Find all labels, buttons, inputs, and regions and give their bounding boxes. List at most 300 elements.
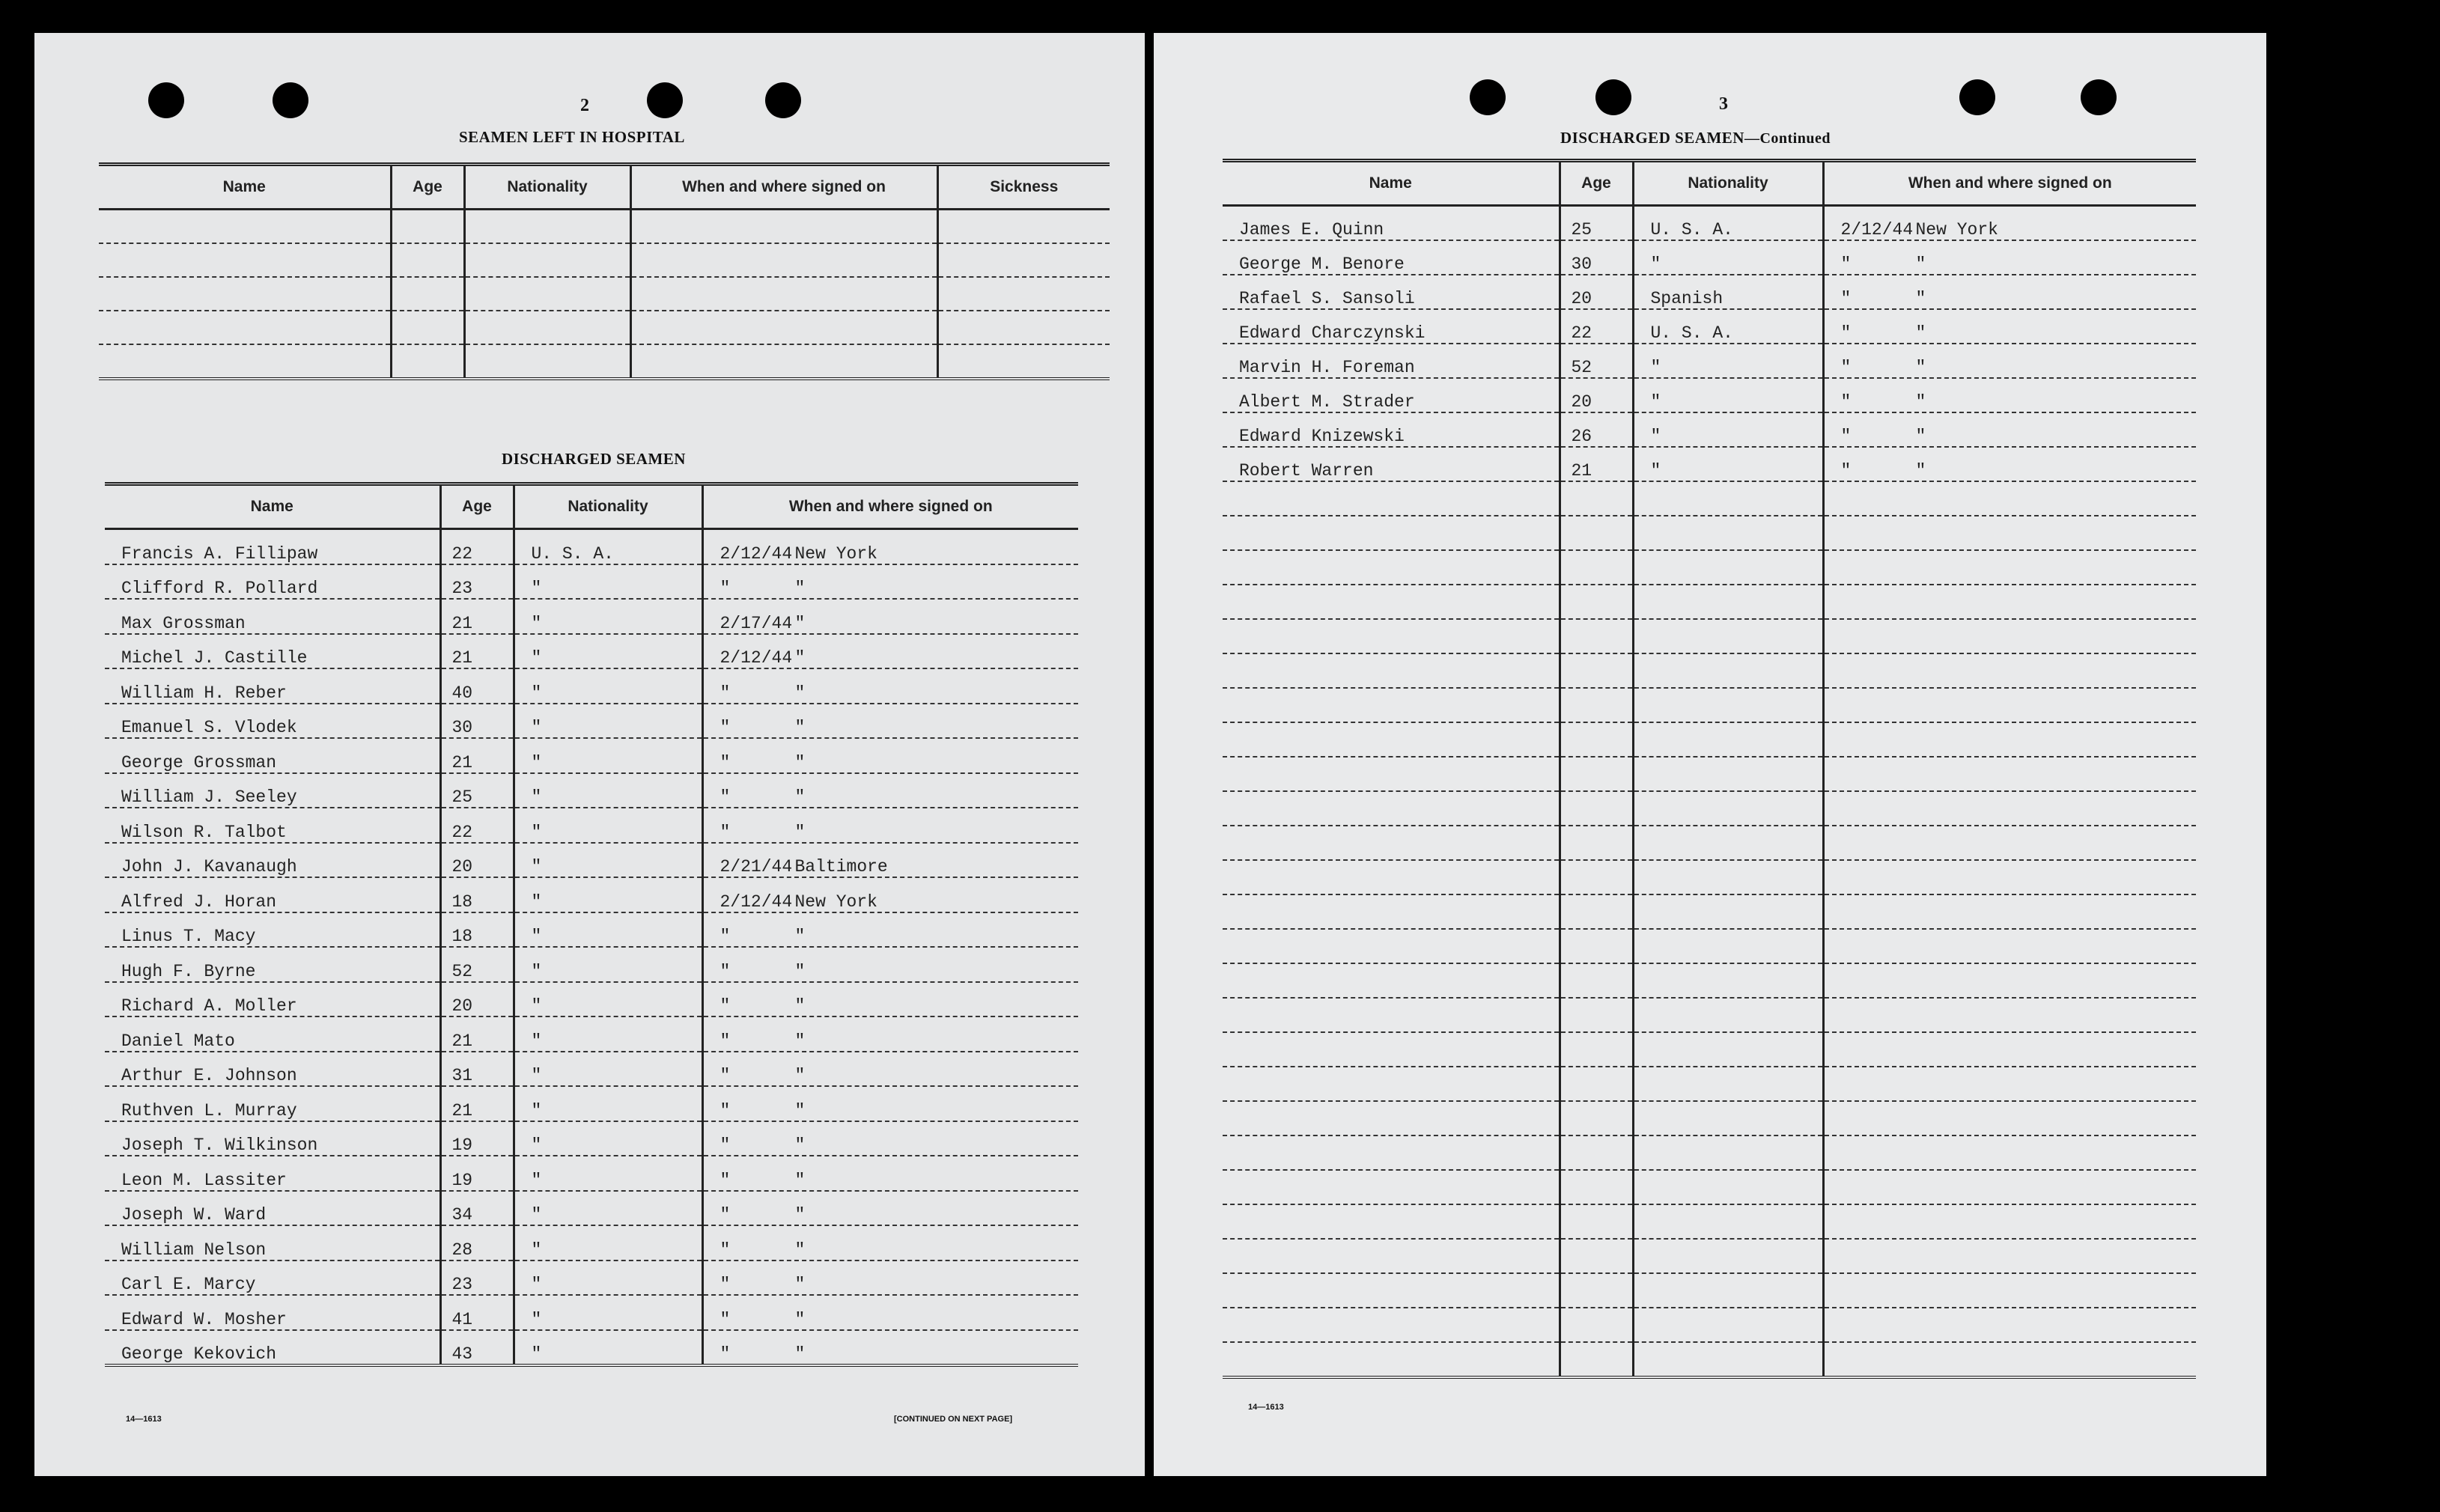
name-cell: Daniel Mato [105,1016,440,1052]
blank-cell [1633,1170,1823,1204]
blank-row [1223,1308,2196,1342]
blank-cell [1560,1204,1633,1239]
nationality-cell: " [514,1225,702,1260]
blank-cell [1633,1067,1823,1101]
blank-cell [1560,1170,1633,1204]
blank-cell [464,277,630,311]
name-cell: William J. Seeley [105,773,440,808]
signed-on-place: " [794,683,806,703]
nationality-cell: " [514,773,702,808]
name-cell: Linus T. Macy [105,912,440,948]
age-cell: 23 [440,1260,514,1296]
blank-cell [1633,550,1823,585]
name-cell: Edward Knizewski [1223,412,1560,447]
signed-on-place: " [794,787,806,807]
form-number: 14—1613 [126,1415,162,1424]
age-cell: 52 [1560,344,1633,378]
signed-on-cell [702,1191,1078,1226]
punch-hole [148,82,184,118]
table-row [105,599,1078,634]
blank-row [1223,619,2196,653]
signed-on-place: " [794,1275,806,1294]
table-row [105,1156,1078,1191]
nationality-cell: " [514,738,702,773]
table-row [105,1260,1078,1296]
nationality-cell: " [514,1330,702,1366]
nationality-cell: " [514,704,702,739]
blank-cell [937,243,1110,277]
signed-on-place: " [794,961,806,981]
table-row [105,1225,1078,1260]
blank-cell [1633,1204,1823,1239]
blank-cell [1823,998,2196,1032]
signed-on-cell [702,1330,1078,1366]
blank-cell [1223,1342,1560,1377]
blank-cell [1633,1101,1823,1135]
blank-row [1223,481,2196,516]
blank-row [1223,860,2196,894]
signed-on-cell [702,1295,1078,1330]
blank-cell [1633,1273,1823,1308]
blank-cell [1633,929,1823,963]
blank-cell [1633,1239,1823,1273]
signed-on-cell [702,599,1078,634]
table-row [1223,240,2196,275]
age-cell: 26 [1560,412,1633,447]
blank-cell [1633,894,1823,929]
blank-cell [464,344,630,379]
column-header-signed-on: When and where signed on [702,484,1078,529]
nationality-cell: " [514,1016,702,1052]
age-cell: 22 [440,808,514,843]
table-row [105,1295,1078,1330]
signed-on-place: " [794,1309,806,1329]
signed-on-cell [1823,240,2196,275]
age-cell: 22 [1560,309,1633,344]
blank-cell [1560,481,1633,516]
blank-row [1223,757,2196,791]
blank-cell [391,243,464,277]
signed-on-date: 2/21/44 [719,857,793,877]
blank-cell [391,344,464,379]
signed-on-cell [702,634,1078,669]
blank-cell [1223,894,1560,929]
blank-cell [1223,481,1560,516]
blank-cell [1223,585,1560,619]
signed-on-date: " [719,1344,731,1364]
nationality-cell: " [514,1121,702,1156]
blank-cell [1633,688,1823,722]
name-cell: Francis A. Fillipaw [105,529,440,564]
signed-on-cell [702,1225,1078,1260]
blank-cell [1823,1067,2196,1101]
discharged-seamen-table [105,482,1078,1367]
name-cell: Leon M. Lassiter [105,1156,440,1191]
signed-on-place: " [1915,461,1926,481]
blank-cell [1223,1135,1560,1170]
blank-cell [1560,722,1633,757]
table-row [105,634,1078,669]
blank-cell [630,243,937,277]
blank-cell [1823,722,2196,757]
blank-cell [391,277,464,311]
nationality-cell: " [514,947,702,982]
signed-on-place: " [1915,358,1926,377]
blank-cell [1633,516,1823,550]
nationality-cell: " [514,808,702,843]
blank-cell [1560,1342,1633,1377]
blank-cell [464,210,630,244]
blank-cell [1823,1170,2196,1204]
nationality-cell: " [514,982,702,1017]
blank-cell [1223,1032,1560,1067]
name-cell: John J. Kavanaugh [105,843,440,878]
nationality-cell: " [514,912,702,948]
signed-on-cell [1823,309,2196,344]
signed-on-cell [702,704,1078,739]
blank-cell [1633,1135,1823,1170]
blank-cell [630,344,937,379]
nationality-cell: " [1633,412,1823,447]
column-header-age: Age [1560,161,1633,206]
signed-on-cell [702,982,1078,1017]
blank-cell [1823,826,2196,860]
age-cell: 25 [1560,206,1633,241]
blank-cell [937,344,1110,379]
blank-row [99,344,1110,379]
signed-on-date: " [719,1170,731,1190]
table-row [105,1086,1078,1121]
blank-row [99,243,1110,277]
blank-cell [1823,619,2196,653]
blank-cell [99,210,391,244]
section-title-suffix: —Continued [1744,130,1831,147]
page-number: 2 [580,96,589,115]
punch-hole [647,82,683,118]
blank-cell [1633,1032,1823,1067]
blank-cell [1633,826,1823,860]
blank-cell [1633,585,1823,619]
punch-hole [765,82,801,118]
blank-cell [1560,998,1633,1032]
signed-on-cell [702,564,1078,600]
table-row [1223,309,2196,344]
age-cell: 18 [440,912,514,948]
blank-cell [1560,1032,1633,1067]
name-cell: Emanuel S. Vlodek [105,704,440,739]
age-cell: 20 [440,982,514,1017]
blank-row [1223,998,2196,1032]
name-cell: Rafael S. Sansoli [1223,275,1560,309]
blank-row [1223,929,2196,963]
nationality-cell: " [1633,378,1823,412]
blank-cell [1223,516,1560,550]
blank-cell [1223,1239,1560,1273]
signed-on-date: " [719,1240,731,1260]
blank-cell [1823,894,2196,929]
signed-on-cell [702,947,1078,982]
signed-on-date: " [1840,392,1852,412]
blank-cell [1223,653,1560,688]
name-cell: William Nelson [105,1225,440,1260]
blank-cell [1223,688,1560,722]
signed-on-place: " [794,927,806,946]
signed-on-cell [702,1086,1078,1121]
signed-on-date: " [1840,427,1852,446]
age-cell: 21 [440,1016,514,1052]
blank-cell [99,243,391,277]
blank-cell [1823,963,2196,998]
blank-cell [1633,1308,1823,1342]
blank-cell [937,210,1110,244]
blank-cell [1560,860,1633,894]
signed-on-place: " [794,1344,806,1364]
blank-cell [1823,550,2196,585]
blank-cell [1223,860,1560,894]
blank-cell [1560,791,1633,826]
punch-hole [1470,79,1506,115]
blank-cell [1633,791,1823,826]
table-row [105,1330,1078,1366]
blank-cell [1823,1273,2196,1308]
table-row [105,1016,1078,1052]
blank-cell [1633,757,1823,791]
signed-on-date: " [719,927,731,946]
column-header-name: Name [1223,161,1560,206]
name-cell: Clifford R. Pollard [105,564,440,600]
table-row [105,1052,1078,1087]
age-cell: 30 [1560,240,1633,275]
blank-cell [1223,1273,1560,1308]
name-cell: Marvin H. Foreman [1223,344,1560,378]
name-cell: Robert Warren [1223,447,1560,481]
signed-on-place: " [794,1135,806,1155]
signed-on-date: " [719,1031,731,1051]
continued-section-title [1560,129,1831,147]
blank-cell [1823,1135,2196,1170]
column-header-nationality: Nationality [1633,161,1823,206]
signed-on-place: " [1915,392,1926,412]
nationality-cell: " [1633,240,1823,275]
signed-on-date: 2/17/44 [719,613,793,633]
signed-on-place: " [794,822,806,842]
blank-cell [1823,516,2196,550]
blank-cell [1223,1101,1560,1135]
blank-cell [1560,1135,1633,1170]
column-header-nationality: Nationality [464,165,630,210]
nationality-cell: Spanish [1633,275,1823,309]
blank-cell [1560,929,1633,963]
age-cell: 21 [440,599,514,634]
age-cell: 28 [440,1225,514,1260]
blank-row [1223,1135,2196,1170]
table-row [1223,378,2196,412]
signed-on-place: " [794,1031,806,1051]
age-cell: 41 [440,1295,514,1330]
blank-cell [1823,481,2196,516]
age-cell: 30 [440,704,514,739]
age-cell: 34 [440,1191,514,1226]
signed-on-date: " [1840,461,1852,481]
blank-cell [1223,826,1560,860]
blank-row [99,277,1110,311]
signed-on-date: 2/12/44 [719,648,793,668]
name-cell: Edward W. Mosher [105,1295,440,1330]
signed-on-cell [702,738,1078,773]
age-cell: 25 [440,773,514,808]
blank-cell [1223,1067,1560,1101]
blank-row [1223,585,2196,619]
signed-on-date: 2/12/44 [1840,220,1914,240]
name-cell: Richard A. Moller [105,982,440,1017]
blank-cell [464,243,630,277]
blank-row [99,311,1110,344]
signed-on-place: " [794,1066,806,1085]
blank-row [1223,791,2196,826]
blank-cell [1560,585,1633,619]
name-cell: Wilson R. Talbot [105,808,440,843]
blank-row [1223,1101,2196,1135]
signed-on-cell [1823,344,2196,378]
signed-on-date: " [719,961,731,981]
hospital-section-title: SEAMEN LEFT IN HOSPITAL [459,128,685,146]
age-cell: 21 [1560,447,1633,481]
punch-hole [2081,79,2117,115]
signed-on-date: " [1840,289,1852,308]
nationality-cell: " [514,1086,702,1121]
blank-cell [1633,860,1823,894]
blank-cell [1633,1342,1823,1377]
signed-on-date: " [719,1135,731,1155]
signed-on-date: " [719,996,731,1016]
blank-row [1223,1032,2196,1067]
nationality-cell: " [514,1295,702,1330]
table-row [1223,344,2196,378]
blank-cell [630,210,937,244]
blank-cell [1633,619,1823,653]
name-cell: George Kekovich [105,1330,440,1366]
blank-row [1223,1342,2196,1377]
nationality-cell: " [514,1052,702,1087]
name-cell: Joseph W. Ward [105,1191,440,1226]
section-title-main: DISCHARGED SEAMEN [1560,129,1744,147]
nationality-cell: U. S. A. [1633,309,1823,344]
column-header-name: Name [99,165,391,210]
discharged-section-title: DISCHARGED SEAMEN [502,450,686,468]
name-cell: George M. Benore [1223,240,1560,275]
punch-hole [1959,79,1995,115]
nationality-cell: U. S. A. [514,529,702,564]
blank-cell [1633,481,1823,516]
age-cell: 18 [440,877,514,912]
right-page [1154,33,2266,1476]
column-header-age: Age [391,165,464,210]
signed-on-place: " [1915,323,1926,343]
name-cell: Ruthven L. Murray [105,1086,440,1121]
nationality-cell: " [514,843,702,878]
name-cell: Arthur E. Johnson [105,1052,440,1087]
signed-on-date: " [719,1066,731,1085]
blank-cell [1823,1204,2196,1239]
table-row [1223,447,2196,481]
table-row [105,1191,1078,1226]
age-cell: 19 [440,1121,514,1156]
blank-cell [1823,585,2196,619]
signed-on-place: " [1915,254,1926,274]
age-cell: 21 [440,634,514,669]
age-cell: 22 [440,529,514,564]
signed-on-place: " [794,613,806,633]
blank-row [1223,722,2196,757]
signed-on-place: " [794,752,806,772]
blank-cell [1223,1170,1560,1204]
nationality-cell: " [1633,344,1823,378]
signed-on-cell [702,808,1078,843]
blank-row [1223,963,2196,998]
signed-on-date: " [719,1205,731,1225]
column-header-signed-on: When and where signed on [1823,161,2196,206]
signed-on-cell [702,912,1078,948]
column-header-signed-on: When and where signed on [630,165,937,210]
blank-cell [99,344,391,379]
blank-row [1223,894,2196,929]
punch-hole [1595,79,1631,115]
blank-cell [1823,860,2196,894]
signed-on-date: " [719,822,731,842]
table-row [105,877,1078,912]
blank-cell [1823,791,2196,826]
blank-row [99,210,1110,244]
blank-cell [1560,1239,1633,1273]
blank-cell [937,311,1110,344]
table-row [105,704,1078,739]
column-header-name: Name [105,484,440,529]
signed-on-date: " [719,718,731,737]
column-header-age: Age [440,484,514,529]
signed-on-place: " [794,579,806,598]
left-page [34,33,1145,1476]
blank-cell [391,210,464,244]
blank-cell [1560,619,1633,653]
age-cell: 43 [440,1330,514,1366]
blank-row [1223,516,2196,550]
signed-on-cell [702,529,1078,564]
blank-cell [1223,722,1560,757]
nationality-cell: " [1633,447,1823,481]
blank-cell [1223,998,1560,1032]
nationality-cell: " [514,564,702,600]
blank-cell [1560,550,1633,585]
signed-on-place: " [794,1100,806,1121]
hospital-table [99,162,1110,380]
blank-cell [1560,688,1633,722]
blank-cell [1560,516,1633,550]
age-cell: 52 [440,947,514,982]
signed-on-cell [1823,378,2196,412]
name-cell: George Grossman [105,738,440,773]
signed-on-date: " [719,787,731,807]
blank-cell [1223,963,1560,998]
page-number: 3 [1719,94,1728,114]
form-number: 14—1613 [1248,1403,1284,1412]
age-cell: 20 [1560,378,1633,412]
name-cell: Edward Charczynski [1223,309,1560,344]
nationality-cell: " [514,1156,702,1191]
signed-on-date: " [719,683,731,703]
name-cell: Joseph T. Wilkinson [105,1121,440,1156]
blank-row [1223,1204,2196,1239]
signed-on-cell [1823,206,2196,241]
